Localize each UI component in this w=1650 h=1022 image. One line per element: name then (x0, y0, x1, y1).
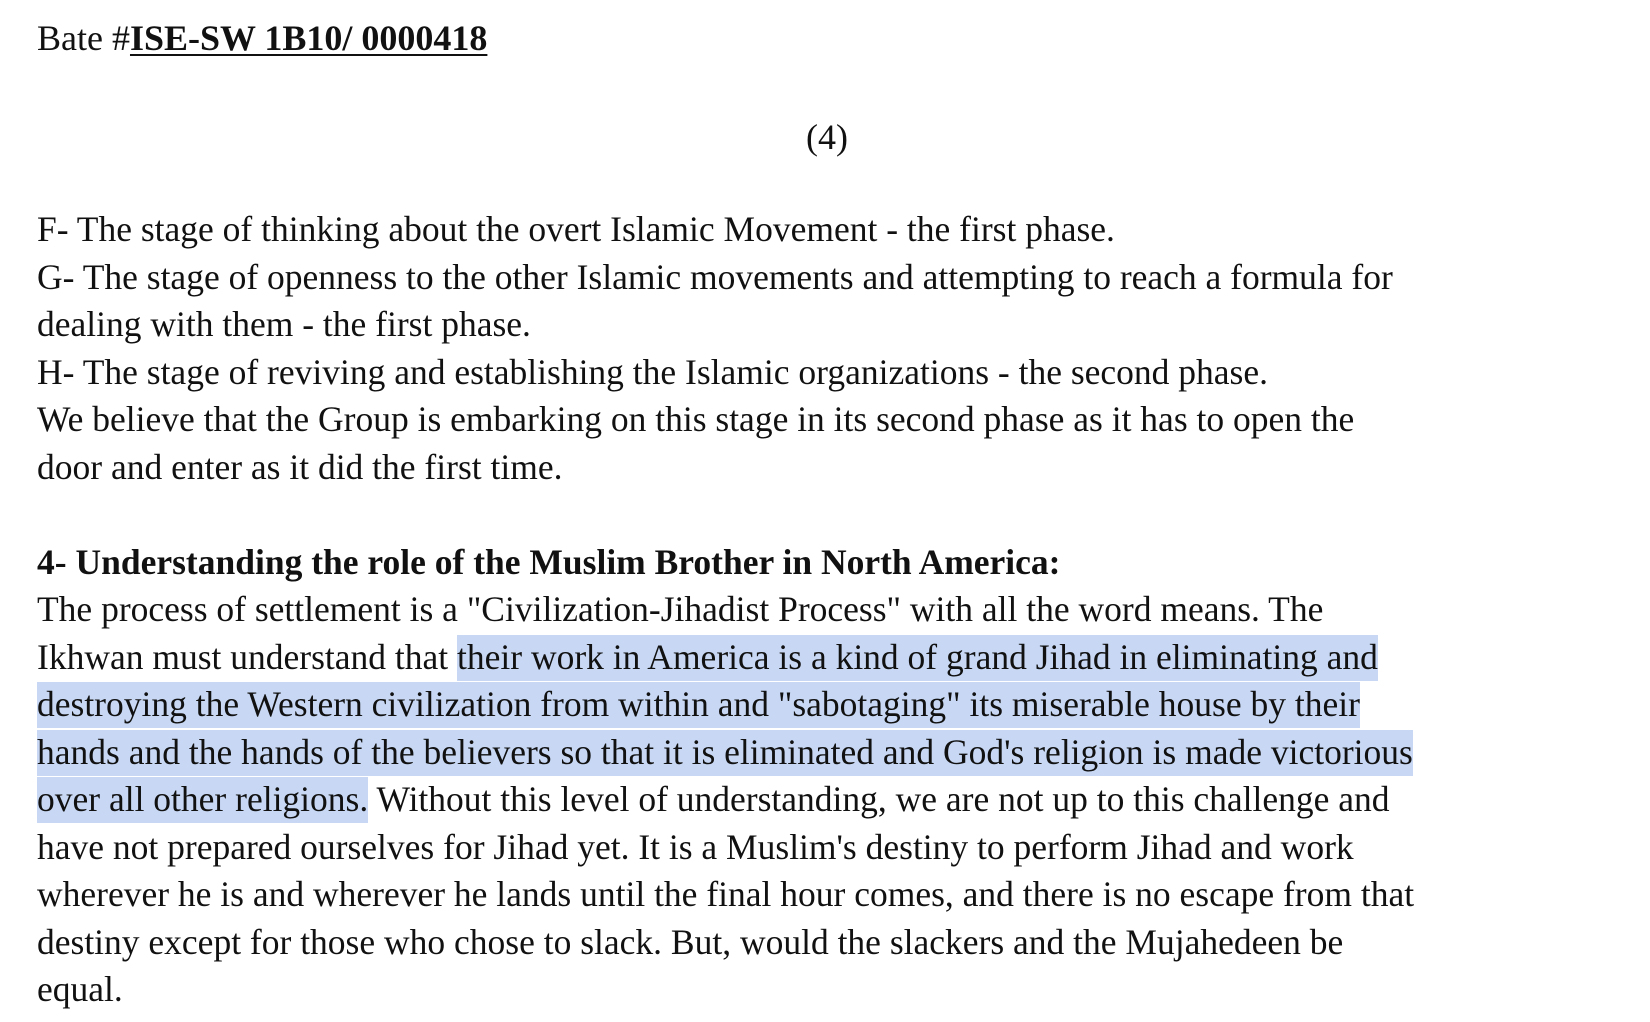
page-number: (4) (806, 117, 848, 157)
section-4-line-2 (37, 634, 1647, 682)
bate-id: ISE-SW 1B10/ 0000418 (129, 18, 488, 58)
stage-h-line: H- The stage of reviving and establishing the Islamic organizations - the second phase. (37, 351, 1268, 392)
section-4-line-4 (37, 729, 1647, 777)
section-4-line-5-plain: Without this level of understanding, we are not up to this challenge and (368, 779, 1390, 819)
stage-g-line-1: G- The stage of openness to the other Islamic movements and attempting to reach a formula for (37, 256, 1393, 297)
stage-g-line-2: dealing with them - the first phase. (37, 304, 531, 344)
section-4-line-8: destiny except for those who chose to slack. But, would the slackers and the Mujahedeen be (37, 921, 1344, 962)
paragraph-gap (37, 491, 1647, 539)
section-4-heading: 4- Understanding the role of the Muslim Brother in North America: (37, 541, 1061, 582)
highlighted-text: destroying the Western civilization from within and "sabotaging" its miserable house by their (37, 682, 1360, 728)
highlighted-text: their work in America is a kind of grand Jihad in eliminating and (457, 635, 1378, 681)
stage-f-line: F- The stage of thinking about the overt Islamic Movement - the first phase. (37, 209, 1115, 249)
section-4-line-9: equal. (37, 969, 123, 1009)
document-body (37, 206, 1647, 1014)
section-4-line-1: The process of settlement is a "Civilization-Jihadist Process" with all the word means. The (37, 589, 1324, 629)
section-4-line-5 (37, 776, 1647, 824)
belief-line-2: door and enter as it did the first time. (37, 446, 563, 487)
highlighted-text: over all other religions. (37, 777, 368, 823)
highlighted-text: hands and the hands of the believers so that it is eliminated and God's religion is made victorious (37, 730, 1413, 776)
belief-line-1: We believe that the Group is embarking on this stage in its second phase as it has to open the (37, 399, 1355, 439)
section-4-line-7: wherever he is and wherever he lands until the final hour comes, and there is no escape from that (37, 874, 1415, 914)
bate-prefix: Bate # (37, 18, 130, 58)
bate-stamp (37, 16, 487, 60)
section-4-line-3 (37, 681, 1647, 729)
section-4-line-6: have not prepared ourselves for Jihad yet. It is a Muslim's destiny to perform Jihad and work (37, 826, 1354, 867)
section-4-line-2-plain: Ikhwan must understand that (37, 636, 458, 677)
